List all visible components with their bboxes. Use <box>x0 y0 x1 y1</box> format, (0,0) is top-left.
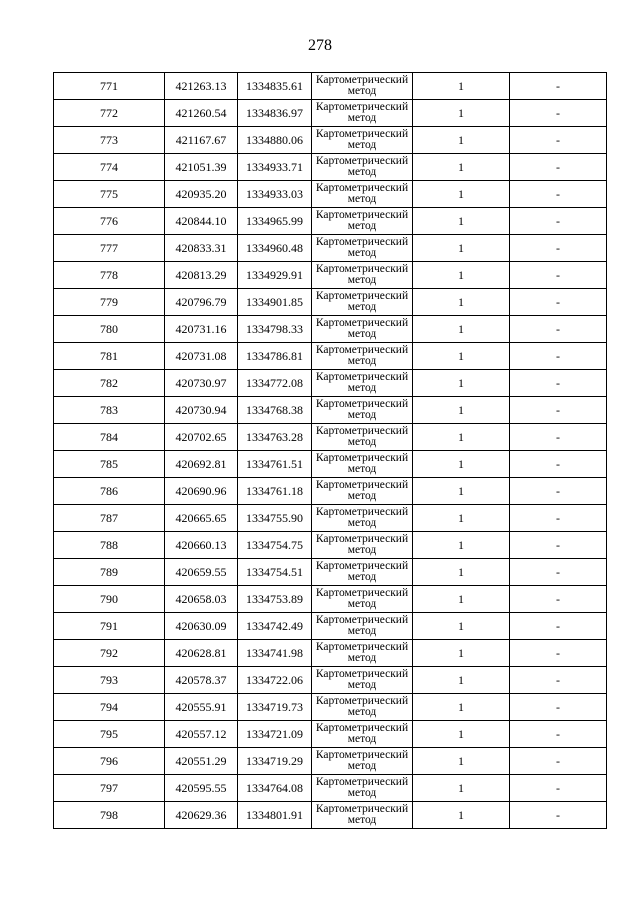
accuracy-cell: 1 <box>413 289 510 316</box>
method-line: Картометрический <box>315 802 409 815</box>
description-cell: - <box>510 208 607 235</box>
x-coordinate-cell: 420629.36 <box>165 802 238 829</box>
y-coordinate-cell: 1334836.97 <box>238 100 312 127</box>
method-line: метод <box>347 544 377 556</box>
accuracy-cell: 1 <box>413 73 510 100</box>
table-row <box>54 586 607 613</box>
accuracy-cell: 1 <box>413 559 510 586</box>
method-line: Картометрический <box>315 73 409 86</box>
table-row <box>54 235 607 262</box>
method-line: Картометрический <box>315 100 409 113</box>
description-cell: - <box>510 478 607 505</box>
method-line: метод <box>347 382 377 394</box>
point-number-cell: 774 <box>54 154 165 181</box>
accuracy-cell: 1 <box>413 667 510 694</box>
x-coordinate-cell: 420833.31 <box>165 235 238 262</box>
description-cell: - <box>510 397 607 424</box>
method-cell <box>312 748 413 775</box>
accuracy-cell: 1 <box>413 100 510 127</box>
description-cell: - <box>510 721 607 748</box>
description-cell: - <box>510 127 607 154</box>
table-row <box>54 316 607 343</box>
table-row <box>54 262 607 289</box>
description-cell: - <box>510 289 607 316</box>
point-number-cell: 783 <box>54 397 165 424</box>
method-line: Картометрический <box>315 262 409 275</box>
point-number-cell: 789 <box>54 559 165 586</box>
accuracy-cell: 1 <box>413 451 510 478</box>
method-line: Картометрический <box>315 181 409 194</box>
accuracy-cell: 1 <box>413 532 510 559</box>
method-cell <box>312 532 413 559</box>
description-cell: - <box>510 667 607 694</box>
y-coordinate-cell: 1334768.38 <box>238 397 312 424</box>
method-line: Картометрический <box>315 397 409 410</box>
method-line: метод <box>347 733 377 745</box>
description-cell: - <box>510 73 607 100</box>
description-cell: - <box>510 154 607 181</box>
x-coordinate-cell: 420555.91 <box>165 694 238 721</box>
method-cell <box>312 208 413 235</box>
method-cell <box>312 424 413 451</box>
method-line: метод <box>347 679 377 691</box>
method-line: Картометрический <box>315 478 409 491</box>
accuracy-cell: 1 <box>413 640 510 667</box>
method-cell <box>312 370 413 397</box>
method-cell <box>312 100 413 127</box>
description-cell: - <box>510 802 607 829</box>
table-row <box>54 343 607 370</box>
method-line: метод <box>347 517 377 529</box>
method-cell <box>312 127 413 154</box>
table-row <box>54 181 607 208</box>
y-coordinate-cell: 1334742.49 <box>238 613 312 640</box>
table-row <box>54 613 607 640</box>
accuracy-cell: 1 <box>413 505 510 532</box>
method-line: метод <box>347 220 377 232</box>
method-cell <box>312 775 413 802</box>
x-coordinate-cell: 420595.55 <box>165 775 238 802</box>
method-cell <box>312 397 413 424</box>
method-line: Картометрический <box>315 532 409 545</box>
accuracy-cell: 1 <box>413 694 510 721</box>
method-line: Картометрический <box>315 505 409 518</box>
table-row <box>54 721 607 748</box>
y-coordinate-cell: 1334761.18 <box>238 478 312 505</box>
table-row <box>54 73 607 100</box>
point-number-cell: 771 <box>54 73 165 100</box>
method-cell <box>312 343 413 370</box>
accuracy-cell: 1 <box>413 586 510 613</box>
method-line: метод <box>347 85 377 97</box>
method-line: Картометрический <box>315 775 409 788</box>
method-line: Картометрический <box>315 208 409 221</box>
y-coordinate-cell: 1334960.48 <box>238 235 312 262</box>
description-cell: - <box>510 100 607 127</box>
x-coordinate-cell: 420731.16 <box>165 316 238 343</box>
method-cell <box>312 505 413 532</box>
method-line: метод <box>347 760 377 772</box>
method-line: Картометрический <box>315 640 409 653</box>
point-number-cell: 798 <box>54 802 165 829</box>
table-row <box>54 289 607 316</box>
method-line: Картометрический <box>315 451 409 464</box>
method-line: Картометрический <box>315 667 409 680</box>
x-coordinate-cell: 421051.39 <box>165 154 238 181</box>
method-line: Картометрический <box>315 748 409 761</box>
y-coordinate-cell: 1334754.51 <box>238 559 312 586</box>
method-cell <box>312 802 413 829</box>
method-line: Картометрический <box>315 289 409 302</box>
method-line: метод <box>347 112 377 124</box>
table-row <box>54 451 607 478</box>
x-coordinate-cell: 420659.55 <box>165 559 238 586</box>
method-cell <box>312 478 413 505</box>
x-coordinate-cell: 420813.29 <box>165 262 238 289</box>
table-row <box>54 208 607 235</box>
y-coordinate-cell: 1334761.51 <box>238 451 312 478</box>
x-coordinate-cell: 421263.13 <box>165 73 238 100</box>
point-number-cell: 776 <box>54 208 165 235</box>
y-coordinate-cell: 1334933.71 <box>238 154 312 181</box>
method-cell <box>312 289 413 316</box>
accuracy-cell: 1 <box>413 127 510 154</box>
accuracy-cell: 1 <box>413 316 510 343</box>
table-row <box>54 532 607 559</box>
point-number-cell: 784 <box>54 424 165 451</box>
method-cell <box>312 235 413 262</box>
page-number: 278 <box>308 37 332 54</box>
accuracy-cell: 1 <box>413 154 510 181</box>
point-number-cell: 777 <box>54 235 165 262</box>
point-number-cell: 792 <box>54 640 165 667</box>
x-coordinate-cell: 420630.09 <box>165 613 238 640</box>
point-number-cell: 778 <box>54 262 165 289</box>
method-line: Картометрический <box>315 559 409 572</box>
description-cell: - <box>510 586 607 613</box>
method-line: метод <box>347 490 377 502</box>
description-cell: - <box>510 613 607 640</box>
method-line: Картометрический <box>315 694 409 707</box>
description-cell: - <box>510 505 607 532</box>
x-coordinate-cell: 420692.81 <box>165 451 238 478</box>
y-coordinate-cell: 1334772.08 <box>238 370 312 397</box>
method-line: метод <box>347 193 377 205</box>
method-cell <box>312 667 413 694</box>
method-line: метод <box>347 625 377 637</box>
description-cell: - <box>510 370 607 397</box>
method-cell <box>312 586 413 613</box>
x-coordinate-cell: 420730.97 <box>165 370 238 397</box>
method-line: Картометрический <box>315 343 409 356</box>
method-cell <box>312 613 413 640</box>
description-cell: - <box>510 343 607 370</box>
x-coordinate-cell: 420665.65 <box>165 505 238 532</box>
table-row <box>54 100 607 127</box>
accuracy-cell: 1 <box>413 235 510 262</box>
description-cell: - <box>510 424 607 451</box>
y-coordinate-cell: 1334929.91 <box>238 262 312 289</box>
point-number-cell: 796 <box>54 748 165 775</box>
description-cell: - <box>510 181 607 208</box>
description-cell: - <box>510 559 607 586</box>
method-cell <box>312 559 413 586</box>
method-line: метод <box>347 436 377 448</box>
table-row <box>54 424 607 451</box>
method-line: Картометрический <box>315 586 409 599</box>
method-line: метод <box>347 787 377 799</box>
description-cell: - <box>510 694 607 721</box>
description-cell: - <box>510 748 607 775</box>
y-coordinate-cell: 1334753.89 <box>238 586 312 613</box>
point-number-cell: 782 <box>54 370 165 397</box>
method-line: метод <box>347 652 377 664</box>
accuracy-cell: 1 <box>413 343 510 370</box>
point-number-cell: 797 <box>54 775 165 802</box>
method-line: Картометрический <box>315 316 409 329</box>
y-coordinate-cell: 1334835.61 <box>238 73 312 100</box>
accuracy-cell: 1 <box>413 721 510 748</box>
description-cell: - <box>510 532 607 559</box>
description-cell: - <box>510 262 607 289</box>
point-number-cell: 795 <box>54 721 165 748</box>
accuracy-cell: 1 <box>413 181 510 208</box>
accuracy-cell: 1 <box>413 748 510 775</box>
table-row <box>54 667 607 694</box>
method-line: метод <box>347 166 377 178</box>
method-cell <box>312 181 413 208</box>
table-row <box>54 370 607 397</box>
method-line: метод <box>347 139 377 151</box>
table-row <box>54 478 607 505</box>
x-coordinate-cell: 421167.67 <box>165 127 238 154</box>
y-coordinate-cell: 1334965.99 <box>238 208 312 235</box>
x-coordinate-cell: 420796.79 <box>165 289 238 316</box>
point-number-cell: 779 <box>54 289 165 316</box>
y-coordinate-cell: 1334719.73 <box>238 694 312 721</box>
y-coordinate-cell: 1334880.06 <box>238 127 312 154</box>
x-coordinate-cell: 420690.96 <box>165 478 238 505</box>
accuracy-cell: 1 <box>413 802 510 829</box>
accuracy-cell: 1 <box>413 424 510 451</box>
y-coordinate-cell: 1334755.90 <box>238 505 312 532</box>
method-line: Картометрический <box>315 370 409 383</box>
method-line: метод <box>347 706 377 718</box>
method-line: Картометрический <box>315 235 409 248</box>
table-row <box>54 775 607 802</box>
table-row <box>54 154 607 181</box>
y-coordinate-cell: 1334798.33 <box>238 316 312 343</box>
method-cell <box>312 73 413 100</box>
point-number-cell: 793 <box>54 667 165 694</box>
point-number-cell: 773 <box>54 127 165 154</box>
method-cell <box>312 154 413 181</box>
method-line: метод <box>347 598 377 610</box>
description-cell: - <box>510 775 607 802</box>
accuracy-cell: 1 <box>413 208 510 235</box>
method-cell <box>312 640 413 667</box>
table-row <box>54 559 607 586</box>
y-coordinate-cell: 1334786.81 <box>238 343 312 370</box>
y-coordinate-cell: 1334721.09 <box>238 721 312 748</box>
accuracy-cell: 1 <box>413 775 510 802</box>
x-coordinate-cell: 420731.08 <box>165 343 238 370</box>
description-cell: - <box>510 640 607 667</box>
point-number-cell: 780 <box>54 316 165 343</box>
description-cell: - <box>510 451 607 478</box>
method-line: метод <box>347 463 377 475</box>
accuracy-cell: 1 <box>413 613 510 640</box>
method-line: Картометрический <box>315 127 409 140</box>
y-coordinate-cell: 1334933.03 <box>238 181 312 208</box>
method-line: метод <box>347 301 377 313</box>
table-row <box>54 694 607 721</box>
x-coordinate-cell: 421260.54 <box>165 100 238 127</box>
description-cell: - <box>510 316 607 343</box>
method-line: метод <box>347 814 377 826</box>
y-coordinate-cell: 1334741.98 <box>238 640 312 667</box>
method-cell <box>312 721 413 748</box>
x-coordinate-cell: 420660.13 <box>165 532 238 559</box>
method-cell <box>312 694 413 721</box>
y-coordinate-cell: 1334722.06 <box>238 667 312 694</box>
description-cell: - <box>510 235 607 262</box>
table-row <box>54 397 607 424</box>
method-cell <box>312 451 413 478</box>
point-number-cell: 787 <box>54 505 165 532</box>
x-coordinate-cell: 420730.94 <box>165 397 238 424</box>
point-number-cell: 775 <box>54 181 165 208</box>
method-line: метод <box>347 247 377 259</box>
accuracy-cell: 1 <box>413 262 510 289</box>
method-line: метод <box>347 409 377 421</box>
x-coordinate-cell: 420658.03 <box>165 586 238 613</box>
point-number-cell: 781 <box>54 343 165 370</box>
method-line: метод <box>347 328 377 340</box>
x-coordinate-cell: 420628.81 <box>165 640 238 667</box>
accuracy-cell: 1 <box>413 397 510 424</box>
x-coordinate-cell: 420935.20 <box>165 181 238 208</box>
x-coordinate-cell: 420551.29 <box>165 748 238 775</box>
y-coordinate-cell: 1334763.28 <box>238 424 312 451</box>
method-line: Картометрический <box>315 721 409 734</box>
method-line: метод <box>347 274 377 286</box>
x-coordinate-cell: 420557.12 <box>165 721 238 748</box>
table-row <box>54 802 607 829</box>
point-number-cell: 786 <box>54 478 165 505</box>
accuracy-cell: 1 <box>413 478 510 505</box>
method-cell <box>312 262 413 289</box>
table-row <box>54 505 607 532</box>
x-coordinate-cell: 420702.65 <box>165 424 238 451</box>
method-line: Картометрический <box>315 613 409 626</box>
point-number-cell: 790 <box>54 586 165 613</box>
x-coordinate-cell: 420844.10 <box>165 208 238 235</box>
x-coordinate-cell: 420578.37 <box>165 667 238 694</box>
accuracy-cell: 1 <box>413 370 510 397</box>
point-number-cell: 788 <box>54 532 165 559</box>
method-line: метод <box>347 355 377 367</box>
table-row <box>54 748 607 775</box>
method-line: метод <box>347 571 377 583</box>
coordinates-table-body <box>54 73 607 829</box>
table-row <box>54 127 607 154</box>
y-coordinate-cell: 1334754.75 <box>238 532 312 559</box>
point-number-cell: 772 <box>54 100 165 127</box>
table-row <box>54 640 607 667</box>
point-number-cell: 794 <box>54 694 165 721</box>
y-coordinate-cell: 1334801.91 <box>238 802 312 829</box>
method-line: Картометрический <box>315 154 409 167</box>
point-number-cell: 785 <box>54 451 165 478</box>
method-line: Картометрический <box>315 424 409 437</box>
y-coordinate-cell: 1334719.29 <box>238 748 312 775</box>
y-coordinate-cell: 1334901.85 <box>238 289 312 316</box>
y-coordinate-cell: 1334764.08 <box>238 775 312 802</box>
coordinates-table <box>53 72 607 829</box>
method-cell <box>312 316 413 343</box>
point-number-cell: 791 <box>54 613 165 640</box>
